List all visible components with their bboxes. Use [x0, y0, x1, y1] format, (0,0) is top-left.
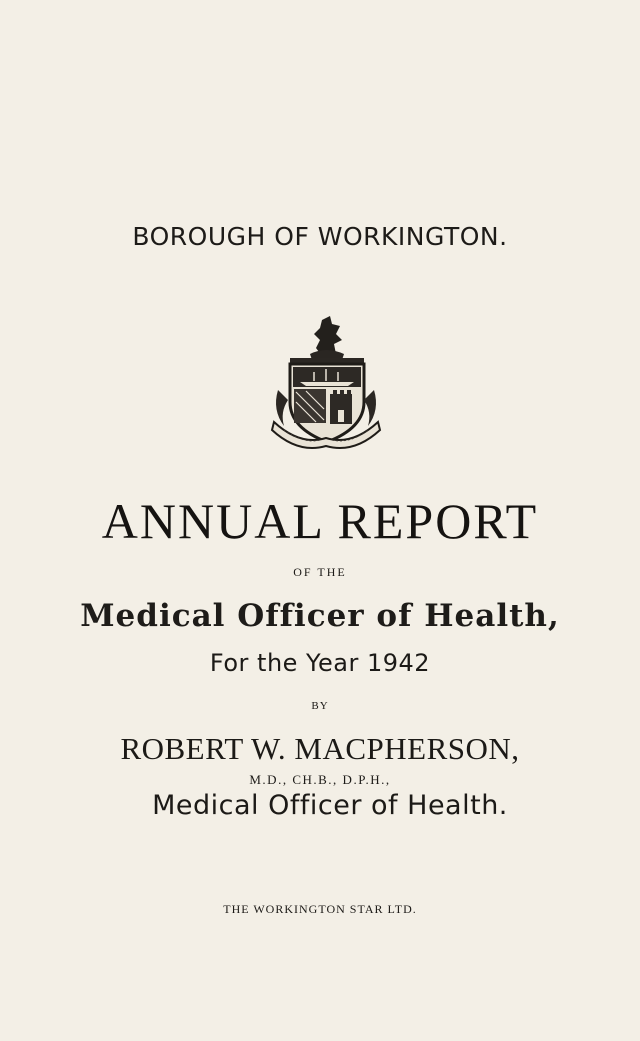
of-the-label: OF THE — [293, 565, 347, 579]
report-year: For the Year 1942 — [209, 649, 431, 677]
printer-imprint: THE WORKINGTON STAR LTD. — [223, 902, 417, 916]
borough-heading: BOROUGH OF WORKINGTON. — [132, 222, 508, 251]
office-title: Medical Officer of Health, — [80, 598, 560, 634]
by-label: BY — [311, 700, 329, 712]
coat-of-arms-icon — [270, 314, 382, 450]
author-degrees: M.D., CH.B., D.P.H., — [249, 772, 391, 787]
author-role: Medical Officer of Health. — [152, 790, 508, 821]
author-name: ROBERT W. MACPHERSON, — [120, 731, 520, 766]
report-title: ANNUAL REPORT — [101, 493, 539, 549]
